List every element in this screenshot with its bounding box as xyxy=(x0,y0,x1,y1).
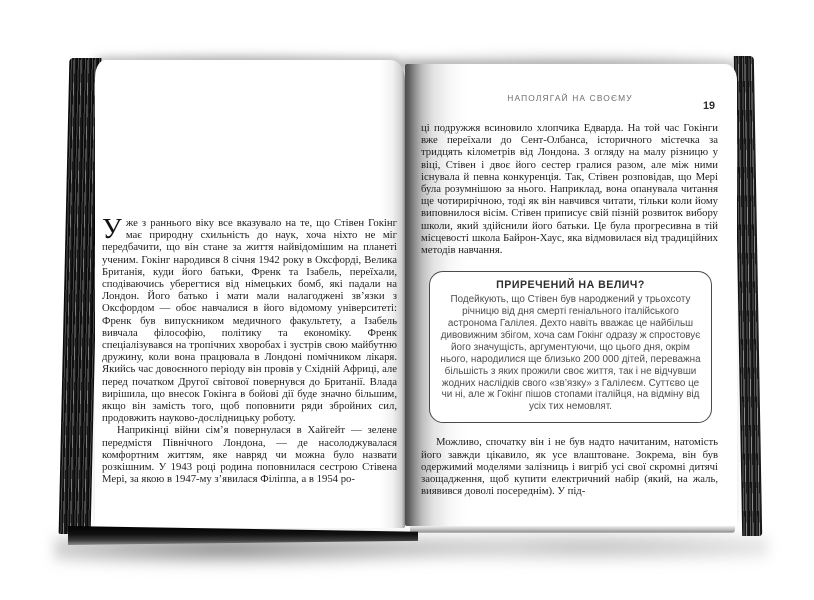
paragraph: Наприкінці війни сім’я повернулася в Хайгейт — зелене передмістя Північного Лондона, — де насолоджувалася комфортним життям, яке навряд чи можна було назвати розкішним. У 1943 році родина поповнилася сестрою Стівена Мері, за якою в 1947-му з’явилася Філіппа, а в 1954 ро- xyxy=(102,424,397,486)
left-page-text-block xyxy=(102,214,397,486)
running-header: НАПОЛЯГАЙ НА СВОЄМУ xyxy=(507,93,633,103)
page-header-row xyxy=(421,93,719,111)
page-number: 19 xyxy=(702,100,715,112)
paragraph xyxy=(102,214,397,425)
right-page-stack-edge xyxy=(734,56,762,536)
book-spread xyxy=(64,38,760,583)
right-page-text-block xyxy=(421,122,718,497)
left-page xyxy=(95,60,405,528)
paragraph: Можливо, спочатку він і не був надто начитаним, натомість його завжди цікавило, як усе влаштоване. Зокрема, він був одержимий моделями залізниць і вигріб усі свої скромні дитячі заощадження, щоб купити електричний набір (який, на жаль, виявився доволі посереднім). У під- xyxy=(421,436,718,498)
right-page xyxy=(405,64,737,526)
callout-box xyxy=(429,271,712,423)
paragraph: ці подружжя всиновило хлопчика Едварда. На той час Гокінги вже переїхали до Сент-Олбанса, історичного містечка за тридцять кілометрів від Лондона. З огляду на малу різницю у віці, Стівен і двоє його сестер гралися разом, але між ними існувала й певна конкуренція. Так, Стівен розповідав, що Мері була розумнішою за нього. Наприклад, вона опанувала читання ще чотирирічною, тоді як він навчився читати, тільки коли йому виповнилося вісім. Стівен приписує свій пізній розвиток вибору школи, який здійснили його батьки. Це була прогресивна в тій місцевості школа Байрон-Хаус, яка відмовилася від традиційних методів навчання. xyxy=(421,122,718,257)
callout-body: Подейкують, що Стівен був народжений у трьохсоту річницю від дня смерті геніального італійського астронома Галілея. Дехто навіть вважає це найбільш дивовижним збігом, хоча сам Гокінг одразу ж спростовує його значущість, аргументуючи, що цього дня, окрім нього, народилися ще близько 200 000 дітей, переважна більшість з яких прожили своє життя, так і не відчувши жодних наслідків свого «зв’язку» з Галілеєм. Суттєво це чи ні, але ж Гокінг пішов стопами італійця, на відміну від усіх тих немовлят. xyxy=(440,294,701,413)
paragraph-text: же з раннього віку все вказувало на те, що Стівен Гокінг має природну схильність до наук, хоча ніхто не міг передбачити, що він стане за життя найвідомішим на планеті ученим. Гокінг народився 8 січня 1942 року в Оксфорді, Велика Британія, куди його батьки, Френк та Ізабель, переїхали, сподіваючись уберегтися від німецьких бомб, які падали на Лондон. Його батько і мати мали налагоджені зв’язки з Оксфордом — обоє навчалися в його відомому університеті: Френк був випускником медичного факультету, а Ізабель вивчала філософію, політику та економіку. Френк спеціалізувався на тропічних хворобах і зустрів свою майбутню дружину, коли вона працювала в Лондоні помічником лікаря. Якийсь час довоєнного періоду він провів у Східній Африці, але перед початком Другої світової повернувся до Британії. Влада вирішила, що внесок Гокінга в бойові дії буде значно більшим, якщо він замість того, щоб поповнити ряди збройних сил, продовжить науково-дослідницьку роботу. xyxy=(102,217,397,425)
drop-cap: У xyxy=(102,214,122,245)
callout-title: ПРИРЕЧЕНИЙ НА ВЕЛИЧ? xyxy=(496,279,645,292)
